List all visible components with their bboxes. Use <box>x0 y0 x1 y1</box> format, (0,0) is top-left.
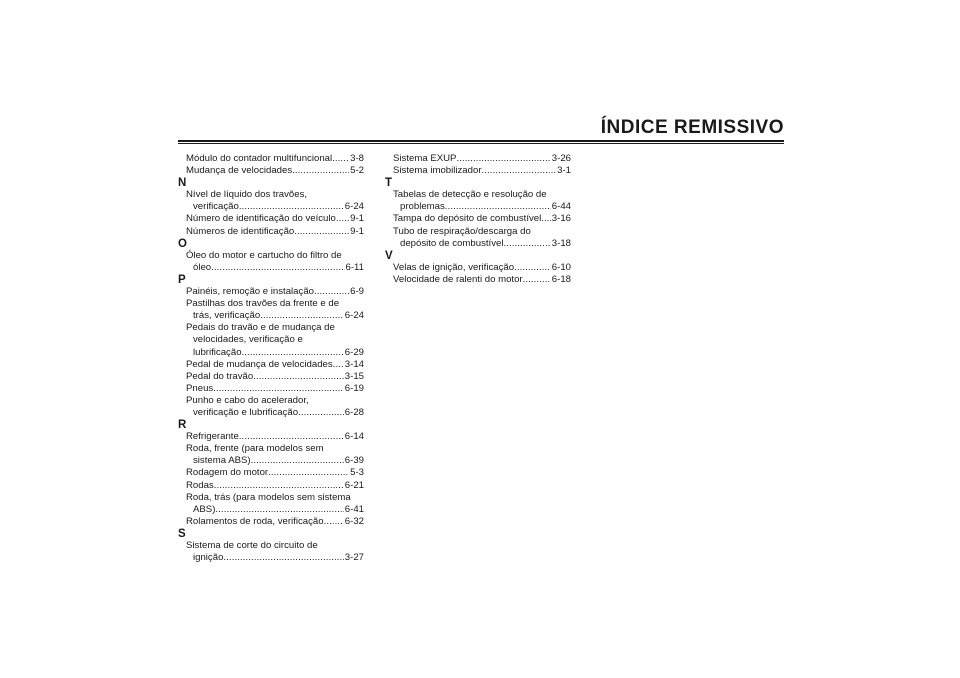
page-number: 9-1 <box>350 225 364 237</box>
entry-text: óleo <box>193 261 212 273</box>
page-number: 5-3 <box>350 467 364 479</box>
index-section <box>178 419 364 528</box>
page-number: 6-10 <box>551 261 571 273</box>
entry-text: sistema ABS) <box>193 455 251 467</box>
entry-text: ignição <box>193 552 224 564</box>
entry-text: Óleo do motor e cartucho do filtro de <box>186 249 342 261</box>
dot-leader <box>214 480 344 492</box>
page-number: 6-19 <box>344 382 364 394</box>
index-entry <box>178 371 364 383</box>
index-section <box>178 238 364 274</box>
page-number: 9-1 <box>350 213 364 225</box>
dot-leader <box>333 359 344 371</box>
index-entry <box>385 262 571 274</box>
page-number: 3-16 <box>551 213 571 225</box>
entry-text: lubrificação <box>193 346 242 358</box>
index-entry <box>178 492 364 516</box>
index-entry <box>178 467 364 479</box>
dot-leader <box>239 431 344 443</box>
entry-text: Tampa do depósito de combustível <box>393 213 542 225</box>
entry-text: Números de identificação <box>186 225 295 237</box>
index-entry <box>178 189 364 213</box>
page-number: 6-24 <box>344 201 364 213</box>
page-number: 3-27 <box>344 552 364 564</box>
dot-leader <box>215 504 343 516</box>
page-title: ÍNDICE REMISSIVO <box>600 117 784 138</box>
entry-text: Pedal do travão <box>186 370 254 382</box>
dot-leader <box>292 165 349 177</box>
entry-text: Roda, frente (para modelos sem <box>186 443 324 455</box>
dot-leader <box>541 213 551 225</box>
entry-text: Número de identificação do veículo <box>186 213 336 225</box>
entry-text: ABS) <box>193 503 216 515</box>
entry-text: Módulo do contador multifuncional <box>186 153 333 164</box>
index-entry <box>178 226 364 238</box>
index-entry <box>385 153 571 165</box>
entry-text: Tubo de respiração/descarga do <box>393 225 531 237</box>
page-number: 6-24 <box>344 310 364 322</box>
title-rule <box>178 140 784 142</box>
dot-leader <box>503 238 550 250</box>
index-section <box>178 153 364 177</box>
index-entry <box>178 322 364 358</box>
index-entry <box>178 443 364 467</box>
index-column-left <box>178 153 364 564</box>
section-letter: T <box>385 177 393 190</box>
entry-text: Rodas <box>186 479 214 491</box>
index-entry <box>178 540 364 564</box>
index-entry <box>178 359 364 371</box>
dot-leader <box>514 262 551 274</box>
entry-text: velocidades, verificação e <box>193 334 303 346</box>
dot-leader <box>223 552 343 564</box>
section-letter: N <box>178 177 187 190</box>
entry-text: Refrigerante <box>186 431 239 443</box>
dot-leader <box>213 383 344 395</box>
dot-leader <box>239 201 344 213</box>
index-section <box>178 177 364 237</box>
entry-text: verificação e lubrificação <box>193 406 299 418</box>
page-number: 6-32 <box>344 515 364 527</box>
dot-leader <box>211 262 344 274</box>
dot-leader <box>482 165 557 177</box>
dot-leader <box>294 226 349 238</box>
index-entry <box>385 213 571 225</box>
index-entry <box>178 431 364 443</box>
entry-text: Pedal de mudança de velocidades <box>186 358 333 370</box>
dot-leader <box>523 274 551 286</box>
entry-text: Sistema imobilizador <box>393 165 482 177</box>
index-section <box>385 153 571 177</box>
entry-text: depósito de combustível <box>400 237 504 249</box>
index-section <box>385 250 571 286</box>
index-entry <box>178 213 364 225</box>
index-entry <box>178 480 364 492</box>
page-number: 6-11 <box>345 261 364 273</box>
entry-text: Mudança de velocidades <box>186 165 293 177</box>
section-letter: V <box>385 249 393 262</box>
dot-leader <box>268 467 349 479</box>
entry-text: Punho e cabo do acelerador, <box>186 394 309 406</box>
index-entry <box>178 395 364 419</box>
dot-leader <box>445 201 551 213</box>
index-entry <box>178 383 364 395</box>
section-letter: S <box>178 527 186 540</box>
entry-text: problemas <box>400 201 445 213</box>
page-number: 6-29 <box>344 346 364 358</box>
page-number: 5-2 <box>350 165 364 177</box>
index-section <box>385 177 571 250</box>
index-entry <box>178 516 364 528</box>
section-letter: O <box>178 237 187 250</box>
index-entry <box>385 274 571 286</box>
section-letter: P <box>178 273 186 286</box>
entry-text: Pedais do travão e de mudança de <box>186 322 335 334</box>
entry-text: Nível de líquido dos travões, <box>186 189 308 201</box>
page-number: 3-1 <box>557 165 571 177</box>
entry-text: Tabelas de detecção e resolução de <box>393 189 547 201</box>
page-number: 3-15 <box>344 370 364 382</box>
page-number: 6-9 <box>350 286 364 298</box>
entry-text: Pneus <box>186 382 214 394</box>
section-letter: R <box>178 419 187 432</box>
index-section <box>178 528 364 564</box>
dot-leader <box>324 516 344 528</box>
index-entry <box>178 298 364 322</box>
page-number: 6-28 <box>344 406 364 418</box>
index-entry <box>385 226 571 250</box>
page-number: 3-18 <box>551 237 571 249</box>
title-rule-thin <box>178 143 784 144</box>
entry-text: Pastilhas dos travões da frente e de <box>186 298 340 310</box>
index-entry <box>178 286 364 298</box>
entry-text: Painéis, remoção e instalação <box>186 286 314 298</box>
index-entry <box>178 165 364 177</box>
dot-leader <box>332 153 349 165</box>
dot-leader <box>314 286 349 298</box>
index-column-right <box>385 153 571 286</box>
page-number: 6-21 <box>344 479 364 491</box>
page-number: 6-41 <box>344 503 364 515</box>
index-section <box>178 274 364 419</box>
entry-text: Velas de ignição, verificação <box>393 261 515 273</box>
dot-leader <box>456 153 550 165</box>
entry-text: Sistema EXUP <box>393 153 457 164</box>
index-entry <box>385 189 571 213</box>
page-number: 3-26 <box>551 153 571 164</box>
page-number: 6-44 <box>551 201 571 213</box>
entry-text: verificação <box>193 201 239 213</box>
page-number: 3-14 <box>344 358 364 370</box>
entry-text: Velocidade de ralenti do motor <box>393 273 523 285</box>
page-number: 6-14 <box>344 431 364 443</box>
index-entry <box>178 153 364 165</box>
entry-text: Roda, trás (para modelos sem sistema <box>186 491 351 503</box>
entry-text: Rodagem do motor <box>186 467 269 479</box>
index-entry <box>178 250 364 274</box>
dot-leader <box>260 310 344 322</box>
dot-leader <box>242 347 344 359</box>
page-number: 6-18 <box>551 273 571 285</box>
entry-text: trás, verificação <box>193 310 261 322</box>
dot-leader <box>251 455 344 467</box>
entry-text: Rolamentos de roda, verificação <box>186 515 324 527</box>
index-entry <box>385 165 571 177</box>
dot-leader <box>336 213 349 225</box>
page-number: 6-39 <box>344 455 364 467</box>
dot-leader <box>298 407 344 419</box>
entry-text: Sistema de corte do circuito de <box>186 540 318 551</box>
dot-leader <box>253 371 344 383</box>
page-number: 3-8 <box>350 153 364 164</box>
